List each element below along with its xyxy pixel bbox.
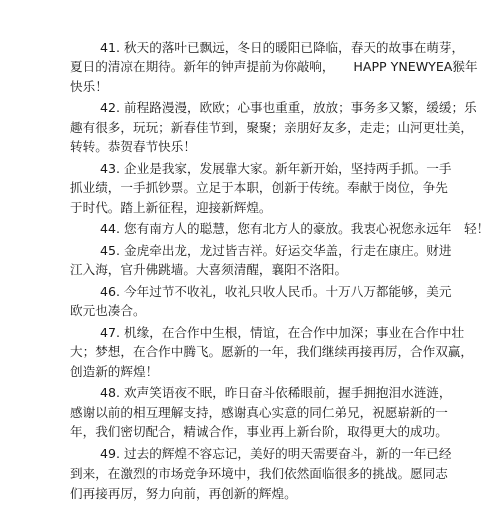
paragraph-line: 46. 今年过节不收礼，收礼只收人民币。十万八万都能够，美元	[100, 283, 452, 299]
paragraph-line: 们再接再厉，努力向前，再创新的辉煌。	[70, 486, 297, 501]
paragraph-line: 48. 欢声笑语夜不眠，昨日奋斗依稀眼前，握手拥抱泪水涟涟，	[100, 385, 452, 401]
paragraph-line: 欧元也凑合。	[70, 303, 146, 319]
paragraph-line: 感谢以前的相互理解支持，感谢真心实意的同仁弟兄，祝愿崭新的一	[70, 404, 448, 420]
paragraph-line: 47. 机缘，在合作中生根，情谊，在合作中加深；事业在合作中壮	[100, 324, 465, 340]
paragraph-line: 于时代。踏上新征程，迎接新辉煌。	[70, 199, 272, 215]
paragraph-line: 41. 秋天的落叶已飘远，冬日的暖阳已降临，春天的故事在萌芽，	[100, 40, 465, 55]
paragraph-line: 趣有很多，玩玩；新春佳节到，聚聚；亲朋好友多，走走；山河更壮美，	[70, 119, 473, 135]
paragraph-line: 到来，在激烈的市场竞争环境中，我们依然面临很多的挑战。愿同志	[70, 466, 448, 481]
paragraph-line: 42. 前程路漫漫，欧欧；心事也重重，放放；事务多又繁，缓缓；乐	[100, 100, 477, 116]
paragraph-line: 大；梦想，在合作中腾飞。愿新的一年，我们继续再接再厉，合作双赢，	[70, 344, 473, 360]
paragraph-line: 快乐！	[70, 78, 108, 94]
paragraph-line: 抓业绩，一手抓钞票。立足于本职，创新于传统。奉献于岗位，争先	[70, 180, 448, 196]
paragraph-line: 年，我们密切配合，精诚合作，事业再上新台阶，取得更大的成功。	[70, 424, 448, 439]
paragraph-line: 43. 企业是我家，发展靠大家。新年新开始，坚持两手抓。一手	[100, 160, 452, 176]
paragraph-line: 转转。恭贺春节快乐！	[70, 139, 196, 155]
paragraph-line: 创造新的辉煌！	[70, 363, 159, 379]
paragraph-line: 49. 过去的辉煌不容忘记，美好的明天需要奋斗，新的一年已经	[100, 446, 452, 461]
paragraph-line: 夏日的清凉在期待。新年的钟声提前为你敲响， HAPP YNEWYEA猴年	[70, 59, 478, 75]
paragraph-line: 44. 您有南方人的聪慧，您有北方人的豪放。我衷心祝您永远年 轻！	[100, 221, 490, 237]
paragraph-line: 江入海，官升佛跳墙。大喜须清醒，襄阳不洛阳。	[70, 262, 348, 278]
paragraph-line: 45. 金虎牵出龙，龙过皆吉祥。好运交华盖，行走在康庄。财进	[100, 242, 452, 258]
